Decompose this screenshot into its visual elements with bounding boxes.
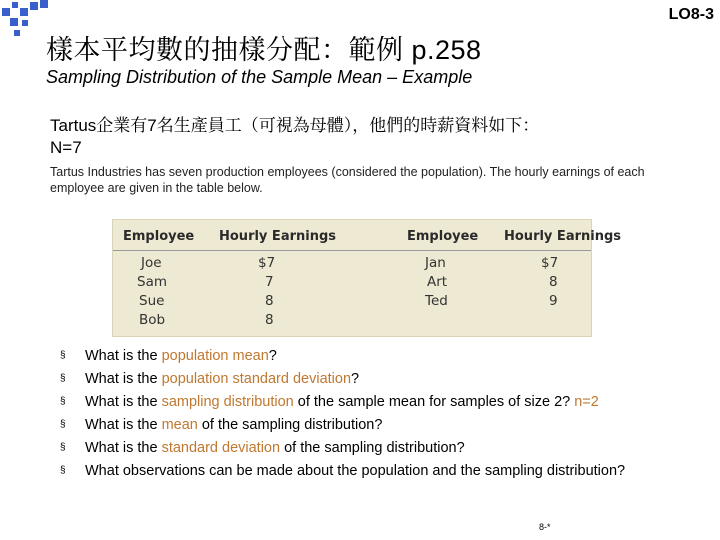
- earnings-table: [112, 219, 622, 337]
- table-cell-earnings: 8: [265, 312, 274, 328]
- table-cell-earnings: 8: [265, 293, 274, 309]
- bullet-icon: §: [60, 350, 66, 361]
- list-item: [60, 392, 625, 415]
- table-cell-employee: Art: [427, 274, 448, 290]
- page-number: 8-*: [539, 522, 551, 532]
- header-employee-right: Employee: [407, 229, 479, 244]
- table-cell-employee: Joe: [141, 255, 162, 271]
- list-item: [60, 346, 625, 369]
- slide-title: 樣本平均數的抽樣分配：範例 p.258: [46, 35, 482, 65]
- question-highlight: mean: [161, 417, 198, 433]
- question-list: [60, 346, 625, 484]
- question-text: What observations can be made about the population and the sampling distribution?: [85, 463, 626, 479]
- question-text: What is the: [85, 348, 162, 364]
- table-cell-earnings: 9: [549, 293, 558, 309]
- table-cell-employee: Ted: [425, 293, 448, 309]
- bullet-icon: §: [60, 419, 66, 430]
- bullet-icon: §: [60, 465, 66, 476]
- question-text: ?: [351, 371, 360, 387]
- question-text: ?: [268, 348, 277, 364]
- table-cell-employee: Jan: [425, 255, 446, 271]
- bullet-icon: §: [60, 373, 66, 384]
- question-text: of the sampling distribution?: [280, 440, 465, 456]
- question-text: of the sampling distribution?: [197, 417, 383, 433]
- intro-zh-line2: N=7: [50, 138, 82, 157]
- list-item: [60, 461, 625, 484]
- table-header-row: [113, 220, 622, 251]
- table-cell-employee: Bob: [139, 312, 166, 328]
- slide-subtitle: Sampling Distribution of the Sample Mean – Example: [46, 67, 473, 87]
- table-cell-employee: Sam: [137, 274, 167, 290]
- question-text: What is the: [85, 371, 162, 387]
- header-employee-left: Employee: [123, 229, 195, 244]
- table-cell-employee: Sue: [139, 293, 165, 309]
- table-cell-earnings: $7: [541, 255, 559, 271]
- question-highlight: population standard deviation: [161, 371, 352, 387]
- learning-objective-tag: LO8-3: [668, 6, 714, 23]
- table-cell-earnings: 8: [549, 274, 558, 290]
- question-text: What is the: [85, 417, 162, 433]
- question-text: What is the: [85, 394, 162, 410]
- list-item: [60, 438, 625, 461]
- bullet-icon: §: [60, 442, 66, 453]
- question-text: What is the: [85, 440, 162, 456]
- table-cell-earnings: 7: [265, 274, 274, 290]
- list-item: [60, 415, 625, 438]
- question-highlight: standard deviation: [161, 440, 281, 456]
- table-cell-earnings: $7: [258, 255, 276, 271]
- sample-size-note: n=2: [574, 394, 599, 410]
- header-earnings-left: Hourly Earnings: [219, 229, 337, 244]
- question-text: of the sample mean for samples of size 2?: [293, 394, 575, 410]
- bullet-icon: §: [60, 396, 66, 407]
- question-highlight: sampling distribution: [161, 394, 294, 410]
- intro-english: Tartus Industries has seven production employees (considered the population). The hourly earnings of each employee are given in the table below.: [50, 165, 645, 195]
- intro-chinese: [50, 115, 690, 159]
- question-highlight: population mean: [161, 348, 269, 364]
- header-earnings-right: Hourly Earnings: [504, 229, 622, 244]
- list-item: [60, 369, 625, 392]
- intro-zh-line1: Tartus企業有7名生產員工（可視為母體），他們的時薪資料如下：: [50, 116, 540, 135]
